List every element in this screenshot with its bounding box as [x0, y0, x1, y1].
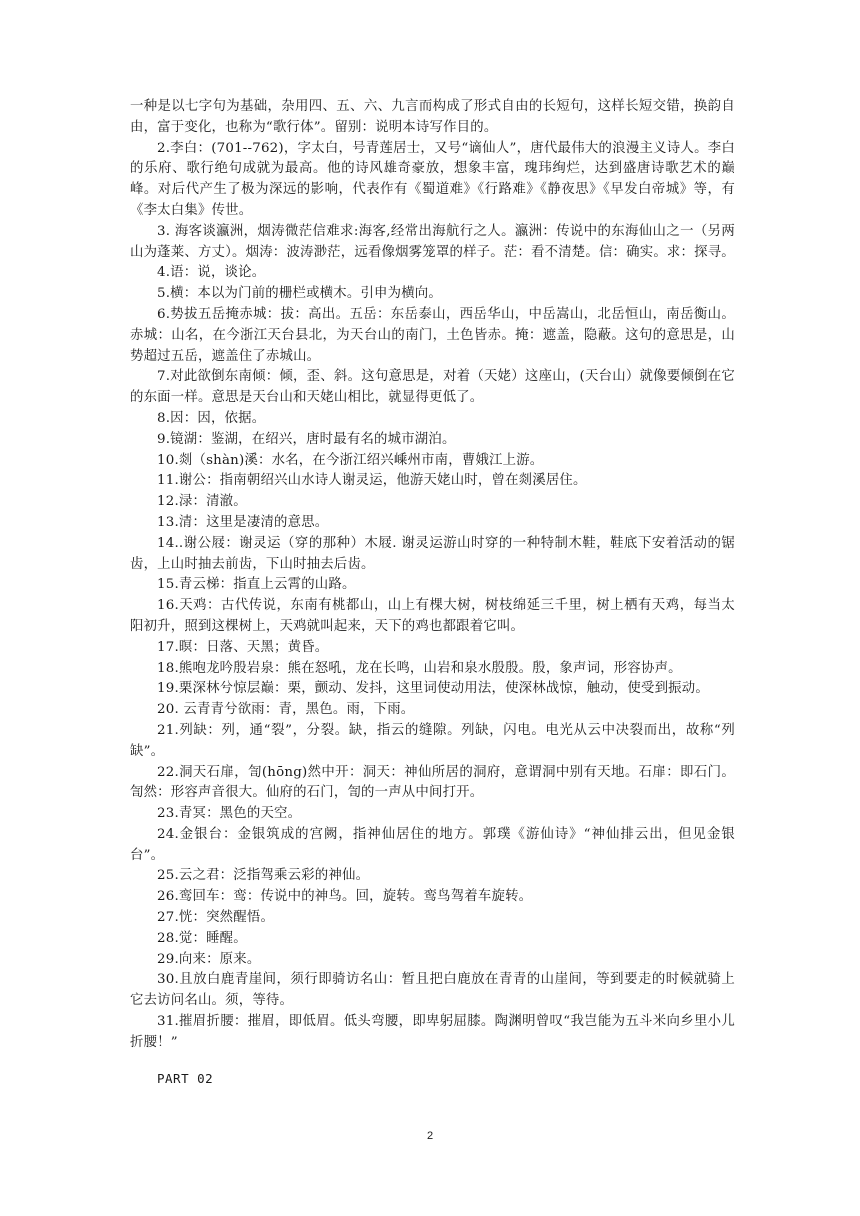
note-item: 26.鸾回车：鸾：传说中的神鸟。回，旋转。鸾鸟驾着车旋转。: [157, 889, 533, 905]
note-item: 3. 海客谈瀛洲，烟涛微茫信难求:海客,经常出海航行之人。瀛洲：传说中的东海仙山之一（另两山为蓬莱、方丈）。烟涛：波涛渺茫，远看像烟雾笼罩的样子。茫：看不清楚。信：确实。求：探寻。: [130, 223, 735, 260]
note-item: 13.清：这里是凄清的意思。: [157, 514, 329, 530]
note-item: 14..谢公屐：谢灵运（穿的那种）木屐. 谢灵运游山时穿的一种特制木鞋，鞋底下安着活动的锯齿，上山时抽去前齿，下山时抽去后齿。: [130, 535, 735, 572]
note-item: 24.金银台：金银筑成的宫阙，指神仙居住的地方。郭璞《游仙诗》“神仙排云出，但见金银台”。: [130, 826, 735, 863]
note-item: 21.列缺：列，通“裂”，分裂。缺，指云的缝隙。列缺，闪电。电光从云中决裂而出，故称“列缺”。: [130, 722, 735, 759]
note-item: 29.向来：原来。: [157, 951, 261, 967]
note-item: 5.横：本以为门前的栅栏或横木。引申为横向。: [157, 286, 442, 302]
note-item: 7.对此欲倒东南倾：倾，歪、斜。这句意思是，对着（天姥）这座山，(天台山）就像要倾倒在它的东面一样。意思是天台山和天姥山相比，就显得更低了。: [130, 369, 735, 406]
note-item: 16.天鸡：古代传说，东南有桃都山，山上有棵大树，树枝绵延三千里，树上栖有天鸡，每当太阳初升，照到这棵树上，天鸡就叫起来，天下的鸡也都跟着它叫。: [130, 598, 735, 634]
note-item: 18.熊咆龙吟殷岩泉：熊在怒吼，龙在长鸣，山岩和泉水殷殷。殷，象声词，形容协声。: [157, 660, 682, 676]
part-label: PART 02: [157, 1071, 214, 1086]
note-item: 17.暝：日落、天黑；黄昏。: [157, 639, 329, 655]
note-item: 30.且放白鹿青崖间，须行即骑访名山：暂且把白鹿放在青青的山崖间，等到要走的时候就骑上它去访问名山。须，等待。: [130, 972, 735, 1009]
note-item: 2.李白：(701--762)，字太白，号青莲居士，又号“谪仙人”，唐代最伟大的浪漫主义诗人。李白的乐府、歌行绝句成就为最高。他的诗风雄奇豪放，想象丰富，瑰玮绚烂，达到盛唐诗歌艺术的巅峰。对后代产生了极为深远的影响，代表作有《蜀道难》《行路难》《静夜思》《早发白帝城》等，有《李太白集》传世。: [130, 140, 735, 218]
note-item: 9.镜湖：鉴湖，在绍兴，唐时最有名的城市湖泊。: [157, 431, 456, 447]
note-item: 12.渌：清澈。: [157, 494, 247, 510]
page-number: 2: [426, 1130, 434, 1142]
note-item: 28.觉：睡醒。: [157, 930, 247, 946]
note-item: 19.栗深林兮惊层巅：栗，颤动、发抖，这里词使动用法，使深林战惊，触动，使受到振动。: [157, 681, 709, 697]
note-item: 15.青云梯：指直上云霄的山路。: [157, 577, 356, 593]
note-item: 25.云之君：泛指驾乘云彩的神仙。: [157, 868, 370, 884]
note-item: 27.恍：突然醒悟。: [157, 910, 275, 926]
note-item: 6.势拔五岳掩赤城：拔：高出。五岳：东岳泰山，西岳华山，中岳嵩山，北岳恒山，南岳衡山。赤城：山名，在今浙江天台县北，为天台山的南门，土色皆赤。掩：遮盖，隐蔽。这句的意思是，山势超过五岳，遮盖住了赤城山。: [130, 306, 735, 364]
note-item: 10.剡（shàn)溪：水名，在今浙江绍兴嵊州市南，曹娥江上游。: [157, 452, 544, 468]
note-item: 22.洞天石扉，訇(hōng)然中开：洞天：神仙所居的洞府，意谓洞中别有天地。石扉：即石门。訇然：形容声音很大。仙府的石门，訇的一声从中间打开。: [130, 764, 735, 801]
note-item: 4.语：说，谈论。: [157, 265, 266, 281]
note-item: 20. 云青青兮欲雨：青，黑色。雨，下雨。: [157, 702, 415, 718]
annotation-text-body: [130, 97, 735, 1054]
note-item: 11.谢公：指南朝绍兴山水诗人谢灵运，他游天姥山时，曾在剡溪居住。: [157, 473, 587, 489]
note-item: 31.摧眉折腰：摧眉，即低眉。低头弯腰，即卑躬屈膝。陶渊明曾叹“我岂能为五斗米向乡里小儿折腰！”: [130, 1014, 735, 1050]
intro-paragraph: 一种是以七字句为基础，杂用四、五、六、九言而构成了形式自由的长短句，这样长短交错，换韵自由，富于变化，也称为“歌行体”。留别：说明本诗写作目的。: [130, 99, 735, 135]
note-item: 23.青冥：黑色的天空。: [157, 806, 302, 822]
note-item: 8.因：因，依据。: [157, 410, 266, 426]
